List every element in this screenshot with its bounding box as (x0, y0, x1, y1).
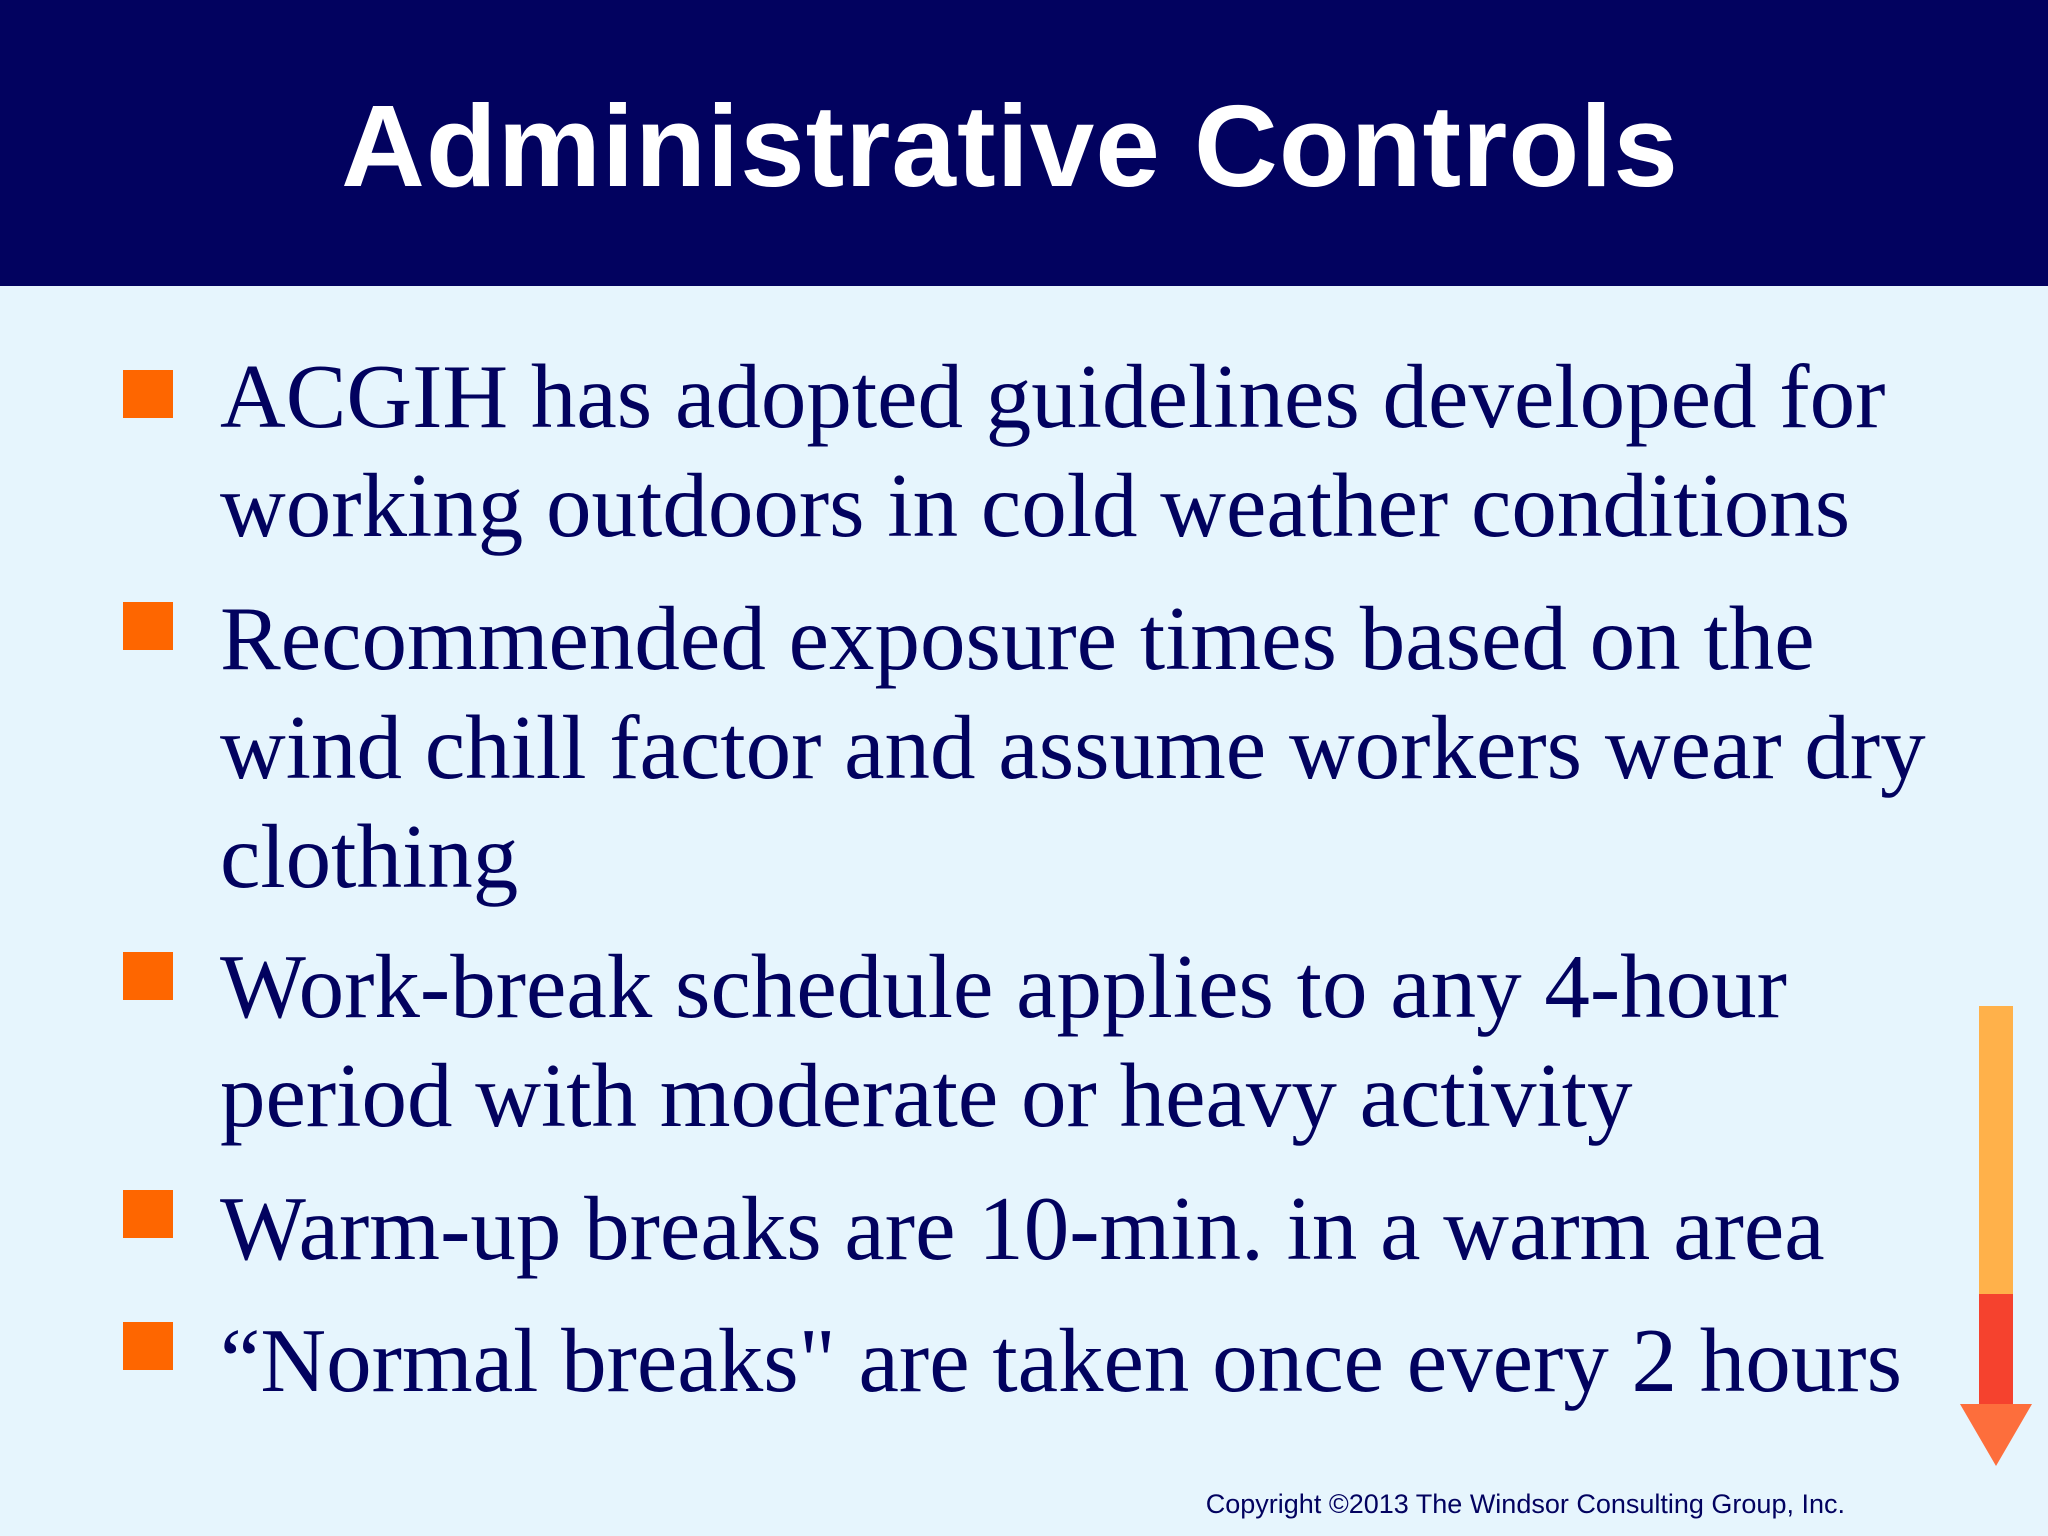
square-bullet-icon (123, 1322, 173, 1370)
arrow-shaft-lower (1979, 1294, 2013, 1410)
bullet-text: “Normal breaks" are taken once every 2 hours (220, 1310, 1902, 1411)
square-bullet-icon (123, 952, 173, 1000)
bullet-text: Recommended exposure times based on the wind chill factor and assume workers wear dry clothing (220, 588, 1926, 907)
arrow-shaft-upper (1979, 1006, 2013, 1294)
square-bullet-icon (123, 1190, 173, 1238)
bullet-text: ACGIH has adopted guidelines developed for working outdoors in cold weather conditions (220, 346, 1886, 556)
square-bullet-icon (123, 370, 173, 418)
copyright-footer: Copyright ©2013 The Windsor Consulting Group, Inc. (1205, 1489, 1845, 1519)
slide-title: Administrative Controls (341, 81, 1679, 211)
down-arrow-icon (1960, 1006, 2032, 1468)
bullet-text: Warm-up breaks are 10-min. in a warm area (220, 1178, 1825, 1279)
square-bullet-icon (123, 602, 173, 650)
bullet-text: Work-break schedule applies to any 4-hour period with moderate or heavy activity (220, 936, 1787, 1146)
arrow-head (1960, 1404, 2032, 1466)
